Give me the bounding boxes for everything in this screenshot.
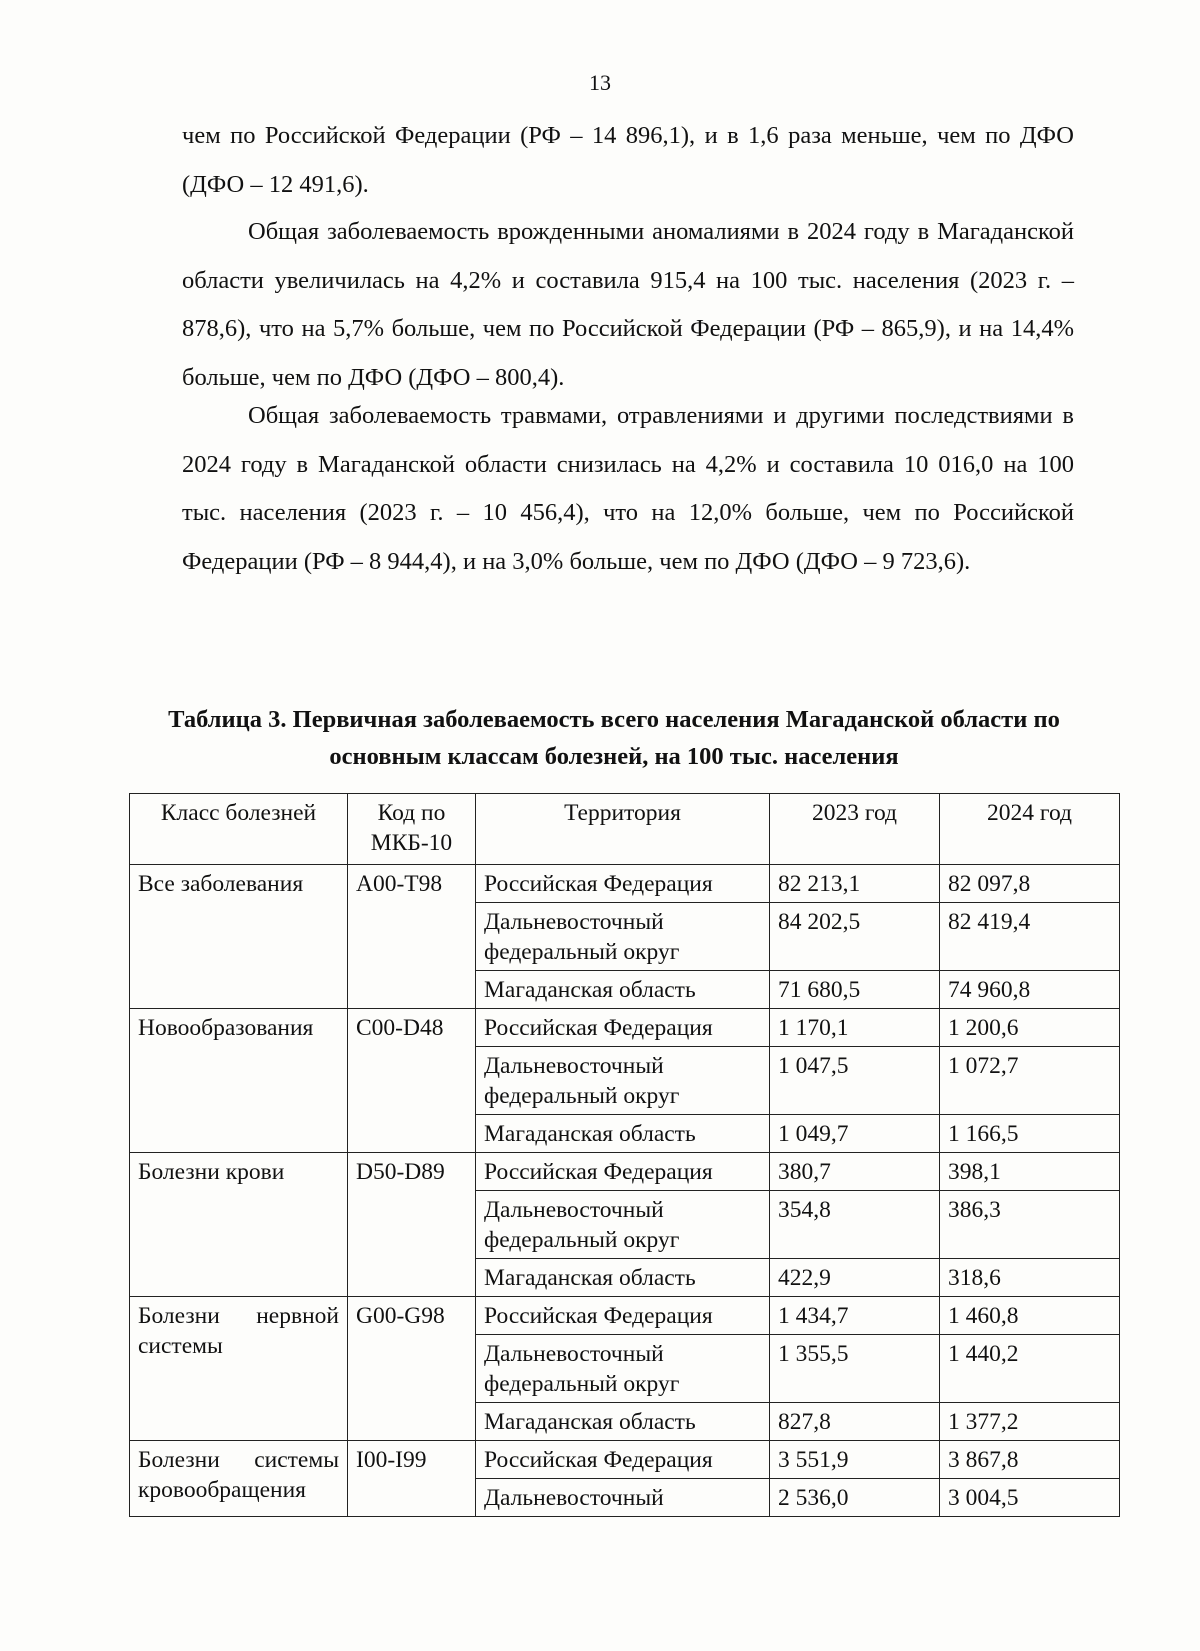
territory-cell: Российская Федерация [476, 1441, 770, 1479]
value-2023-cell: 1 170,1 [770, 1009, 940, 1047]
territory-cell: Российская Федерация [476, 1009, 770, 1047]
value-2024-cell: 386,3 [940, 1191, 1120, 1259]
value-2024-cell: 3 004,5 [940, 1479, 1120, 1517]
value-2023-cell: 3 551,9 [770, 1441, 940, 1479]
value-2024-cell: 1 200,6 [940, 1009, 1120, 1047]
territory-cell: Российская Федерация [476, 1297, 770, 1335]
icd-code-cell: D50-D89 [348, 1153, 476, 1297]
page-number: 13 [589, 70, 611, 95]
value-2024-cell: 1 377,2 [940, 1403, 1120, 1441]
value-2023-cell: 1 434,7 [770, 1297, 940, 1335]
table-header-row [130, 794, 1120, 865]
value-2024-cell: 398,1 [940, 1153, 1120, 1191]
icd-code-cell: C00-D48 [348, 1009, 476, 1153]
table-row [130, 1441, 1120, 1479]
territory-cell: Российская Федерация [476, 1153, 770, 1191]
header-territory: Территория [476, 794, 770, 865]
territory-cell: Дальневосточный федеральный округ [476, 1335, 770, 1403]
value-2023-cell: 2 536,0 [770, 1479, 940, 1517]
territory-cell: Дальневосточный федеральный округ [476, 1191, 770, 1259]
value-2023-cell: 827,8 [770, 1403, 940, 1441]
paragraph-injuries: Общая заболеваемость травмами, отравлениями и другими последствиями в 2024 году в Магаданской области снизилась на 4,2% и составила 10 016,0 на 100 тыс. населения (2023 г. – 10 456,4), что на 12,0% больше, чем по Российской Федерации (РФ – 8 944,4), и на 3,0% больше, чем по ДФО (ДФО – 9 723,6). [182, 402, 1074, 575]
icd-code-cell: I00-I99 [348, 1441, 476, 1517]
icd-code-cell: G00-G98 [348, 1297, 476, 1441]
value-2024-cell: 82 097,8 [940, 865, 1120, 903]
icd-code-cell: A00-T98 [348, 865, 476, 1009]
territory-cell: Магаданская область [476, 1259, 770, 1297]
value-2023-cell: 422,9 [770, 1259, 940, 1297]
header-code: Код по МКБ-10 [348, 794, 476, 865]
header-2024: 2024 год [940, 794, 1120, 865]
value-2023-cell: 84 202,5 [770, 903, 940, 971]
table-row [130, 865, 1120, 903]
territory-cell: Магаданская область [476, 971, 770, 1009]
value-2023-cell: 71 680,5 [770, 971, 940, 1009]
disease-class-cell: Болезни нервной системы [130, 1297, 348, 1441]
header-class: Класс болезней [130, 794, 348, 865]
table-row [130, 1009, 1120, 1047]
table-body [130, 865, 1120, 1517]
morbidity-table [129, 793, 1120, 1517]
territory-cell: Дальневосточный федеральный округ [476, 903, 770, 971]
table-row [130, 1297, 1120, 1335]
territory-cell: Дальневосточный [476, 1479, 770, 1517]
disease-class-cell: Все заболевания [130, 865, 348, 1009]
value-2024-cell: 1 440,2 [940, 1335, 1120, 1403]
territory-cell: Российская Федерация [476, 865, 770, 903]
paragraph-continuation: чем по Российской Федерации (РФ – 14 896,1), и в 1,6 раза меньше, чем по ДФО (ДФО – 12 491,6). [182, 122, 1074, 198]
value-2023-cell: 354,8 [770, 1191, 940, 1259]
value-2024-cell: 82 419,4 [940, 903, 1120, 971]
value-2024-cell: 1 460,8 [940, 1297, 1120, 1335]
table-caption: Таблица 3. Первичная заболеваемость всего населения Магаданской области по основным классам болезней, на 100 тыс. населения [168, 706, 1060, 770]
value-2023-cell: 82 213,1 [770, 865, 940, 903]
disease-class-cell: Болезни крови [130, 1153, 348, 1297]
value-2024-cell: 3 867,8 [940, 1441, 1120, 1479]
territory-cell: Магаданская область [476, 1403, 770, 1441]
value-2024-cell: 74 960,8 [940, 971, 1120, 1009]
value-2024-cell: 1 072,7 [940, 1047, 1120, 1115]
value-2023-cell: 1 049,7 [770, 1115, 940, 1153]
disease-class-cell: Новообразования [130, 1009, 348, 1153]
value-2023-cell: 380,7 [770, 1153, 940, 1191]
header-2023: 2023 год [770, 794, 940, 865]
value-2024-cell: 1 166,5 [940, 1115, 1120, 1153]
table-row [130, 1153, 1120, 1191]
disease-class-cell: Болезни системы кровообращения [130, 1441, 348, 1517]
territory-cell: Дальневосточный федеральный округ [476, 1047, 770, 1115]
territory-cell: Магаданская область [476, 1115, 770, 1153]
value-2023-cell: 1 355,5 [770, 1335, 940, 1403]
value-2024-cell: 318,6 [940, 1259, 1120, 1297]
value-2023-cell: 1 047,5 [770, 1047, 940, 1115]
paragraph-congenital-anomalies: Общая заболеваемость врожденными аномалиями в 2024 году в Магаданской области увеличилась на 4,2% и составила 915,4 на 100 тыс. населения (2023 г. – 878,6), что на 5,7% больше, чем по Российской Федерации (РФ – 865,9), и на 14,4% больше, чем по ДФО (ДФО – 800,4). [182, 218, 1074, 391]
